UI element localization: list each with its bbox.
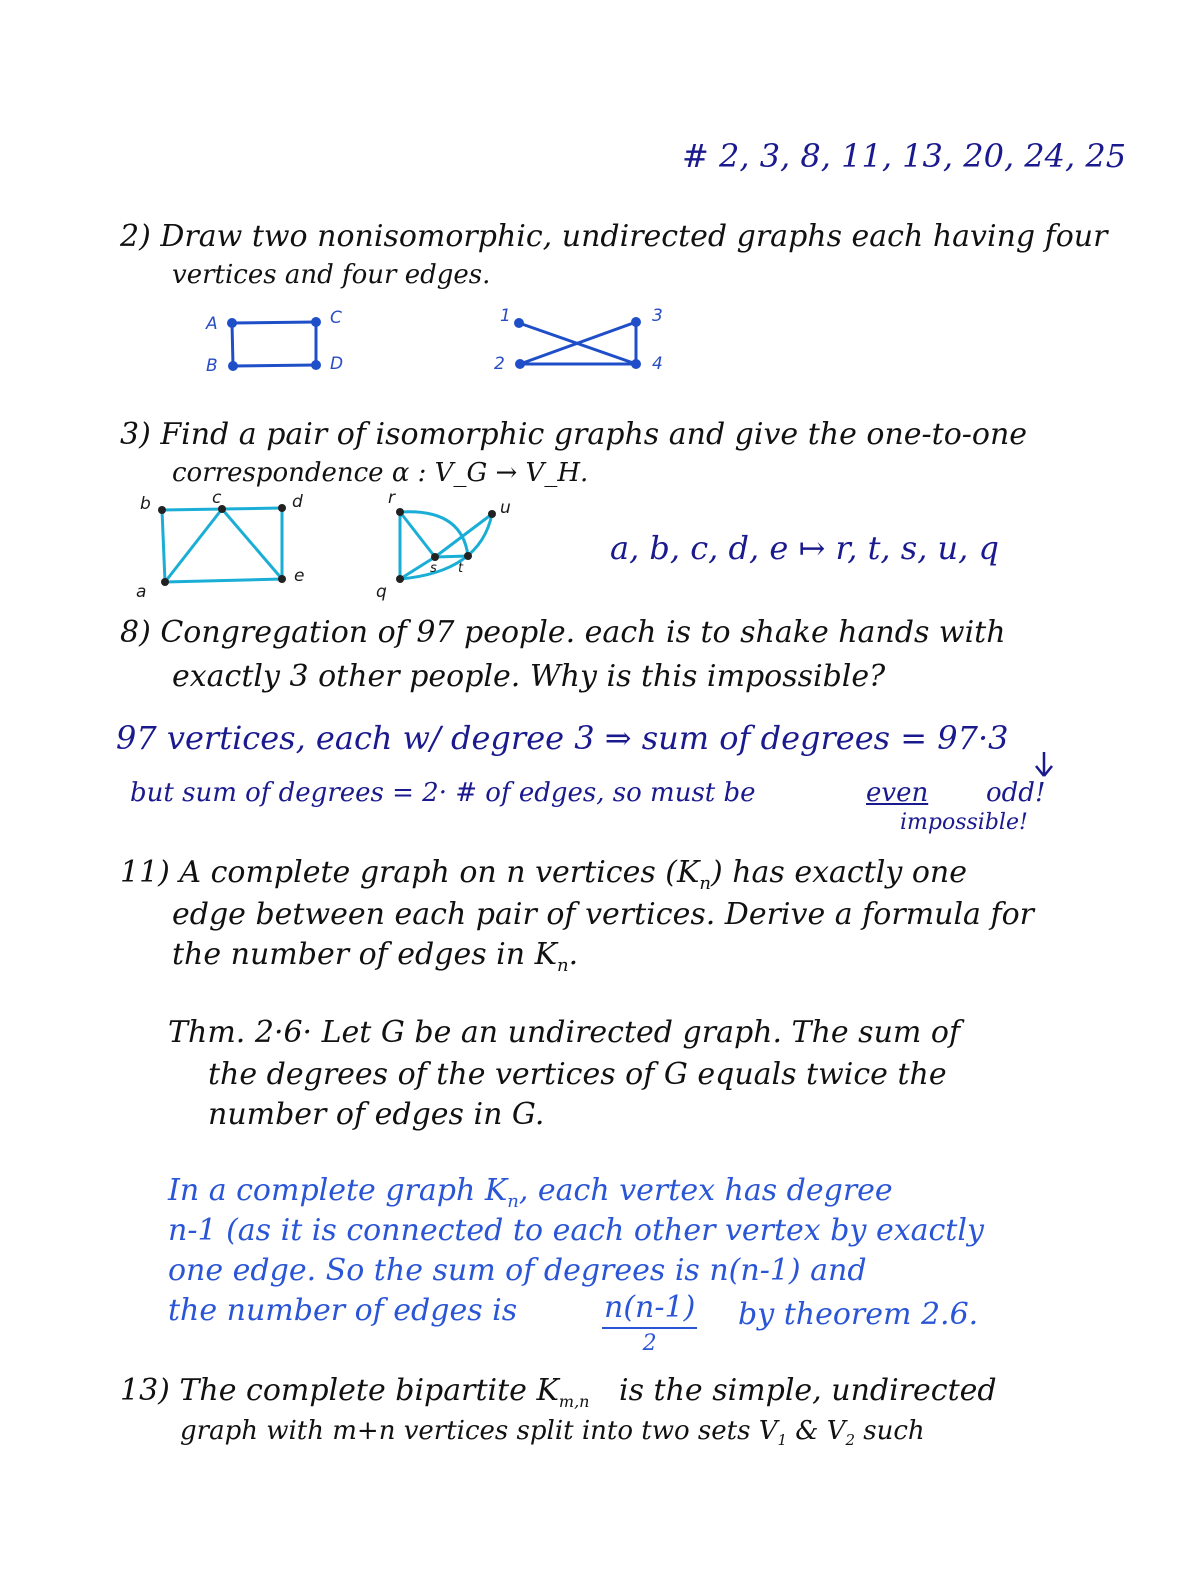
theorem-line2: the degrees of the vertices of G equals twice the xyxy=(208,1057,947,1092)
q3-label-r: r xyxy=(388,488,395,508)
q11-answer-line4: the number of edges is xyxy=(168,1293,518,1328)
edges-fraction xyxy=(602,1290,697,1356)
q11-line3-sub: n xyxy=(557,955,569,976)
q8-answer-2a: but sum of degrees = 2· # of edges, so must be xyxy=(130,778,756,808)
q11-ans1-sub: n xyxy=(507,1191,519,1212)
q2-label-c: C xyxy=(330,308,342,328)
q11-line3-end: . xyxy=(568,937,579,972)
q2-label-2: 2 xyxy=(494,354,505,374)
fraction-numerator: n(n-1) xyxy=(602,1290,697,1329)
theorem-line3: number of edges in G. xyxy=(208,1097,545,1132)
q3-label-a: a xyxy=(136,582,147,602)
q3-label-d: d xyxy=(292,492,303,512)
q11-line3-text: the number of edges in K xyxy=(172,937,558,972)
q3-label-e: e xyxy=(294,566,305,586)
q2-line1: 2) Draw two nonisomorphic, undirected graphs each having four xyxy=(120,219,1108,254)
theorem-line1: Thm. 2·6· Let G be an undirected graph. The sum of xyxy=(168,1015,961,1050)
q11-line1-end: ) has exactly one xyxy=(710,855,967,890)
q13-line2 xyxy=(180,1418,925,1448)
q2-label-a: A xyxy=(206,314,218,334)
q2-label-d: D xyxy=(330,354,344,374)
q11-answer-line3: one edge. So the sum of degrees is n(n-1) and xyxy=(168,1253,867,1288)
q13-line1-end: is the simple, undirected xyxy=(619,1373,997,1408)
q8-line2: exactly 3 other people. Why is this impossible? xyxy=(172,659,886,694)
q8-line1: 8) Congregation of 97 people. each is to shake hands with xyxy=(120,615,1006,650)
q3-line2: correspondence α : V_G → V_H. xyxy=(172,458,589,488)
q8-answer-1: 97 vertices, each w/ degree 3 ⇒ sum of degrees = 97·3 xyxy=(116,719,1009,757)
q11-line1 xyxy=(120,855,967,894)
q3-label-t: t xyxy=(458,561,464,576)
q11-answer-line2: n-1 (as it is connected to each other vertex by exactly xyxy=(168,1213,984,1248)
q3-label-s: s xyxy=(430,561,437,576)
q11-answer-line1 xyxy=(168,1173,893,1212)
q11-ans1-text: In a complete graph K xyxy=(168,1173,508,1208)
q8-answer-impossible: impossible! xyxy=(900,810,1028,835)
q13-line1 xyxy=(120,1373,997,1411)
q2-label-b: B xyxy=(206,356,218,376)
q8-answer-even: even xyxy=(866,778,929,808)
q3-label-b: b xyxy=(140,494,151,514)
q2-label-4: 4 xyxy=(652,354,663,374)
q13-line1-text: 13) The complete bipartite K xyxy=(120,1373,559,1408)
q3-answer: a, b, c, d, e ↦ r, t, s, u, q xyxy=(610,529,999,567)
q3-line1: 3) Find a pair of isomorphic graphs and give the one-to-one xyxy=(120,417,1028,452)
q13-line2-sub2: 2 xyxy=(845,1431,856,1450)
q3-label-q: q xyxy=(376,582,387,602)
q11-line1-text: 11) A complete graph on n vertices (K xyxy=(120,855,700,890)
q13-line2-text: graph with m+n vertices split into two sets V xyxy=(180,1416,778,1446)
q3-label-c: c xyxy=(212,488,222,508)
q2-label-1: 1 xyxy=(500,306,511,326)
q11-line1-sub: n xyxy=(699,873,711,894)
q11-line3 xyxy=(172,937,579,976)
problem-list: # 2, 3, 8, 11, 13, 20, 24, 25 xyxy=(682,137,1127,175)
q13-line2-sub1: 1 xyxy=(777,1431,788,1450)
q13-line1-sub: m,n xyxy=(558,1392,590,1411)
q3-label-u: u xyxy=(500,498,511,518)
q8-answer-odd: odd! xyxy=(986,778,1046,808)
fraction-denominator: 2 xyxy=(642,1331,657,1356)
q11-ans1-end: , each vertex has degree xyxy=(518,1173,893,1208)
q11-line2: edge between each pair of vertices. Derive a formula for xyxy=(172,897,1034,932)
q11-answer-line4-end: by theorem 2.6. xyxy=(738,1297,979,1332)
q2-label-3: 3 xyxy=(652,306,663,326)
q13-line2-end: such xyxy=(855,1416,925,1446)
q2-line2: vertices and four edges. xyxy=(172,260,491,290)
q13-line2-mid: & V xyxy=(787,1416,846,1446)
